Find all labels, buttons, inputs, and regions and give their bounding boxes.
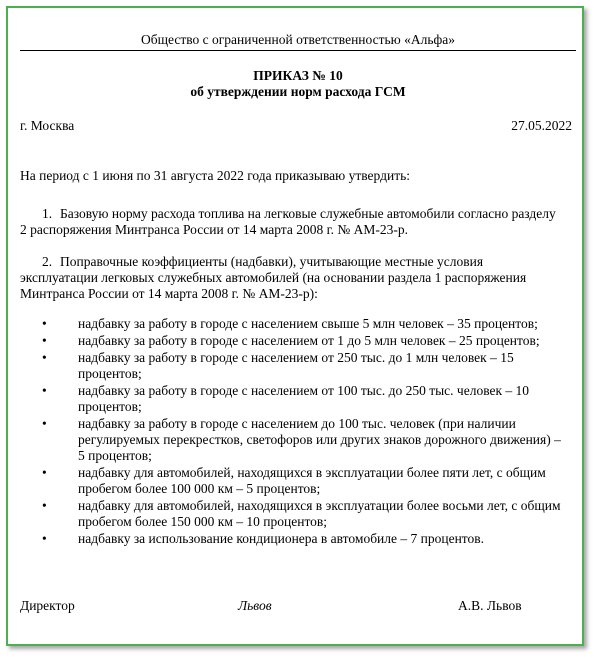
bullet-icon: • bbox=[42, 333, 47, 348]
list-item bbox=[20, 350, 566, 382]
handwritten-signature: Львов bbox=[238, 598, 272, 613]
order-intro: На период с 1 июня по 31 августа 2022 года приказываю утвердить: bbox=[20, 168, 411, 183]
list-item bbox=[20, 498, 566, 530]
document-frame bbox=[6, 6, 584, 646]
signature-block bbox=[20, 598, 522, 614]
organization-name: Общество с ограниченной ответственностью «Альфа» bbox=[141, 32, 455, 47]
order-item-number: 1. bbox=[42, 206, 53, 221]
order-item-number: 2. bbox=[42, 254, 53, 269]
list-item bbox=[20, 416, 566, 464]
list-item bbox=[20, 333, 566, 349]
order-city: г. Москва bbox=[20, 118, 75, 133]
list-item bbox=[20, 465, 566, 497]
order-title-block bbox=[20, 68, 576, 100]
order-item-2 bbox=[20, 254, 562, 302]
list-item-text: надбавку за использование кондиционера в автомобиле – 7 процентов. bbox=[78, 531, 485, 546]
signatory-role: Директор bbox=[20, 598, 75, 613]
list-item-text: надбавку за работу в городе с населением от 100 тыс. до 250 тыс. человек – 10 процентов; bbox=[78, 383, 530, 414]
bullet-icon: • bbox=[42, 498, 47, 513]
bullet-icon: • bbox=[42, 383, 47, 398]
list-item bbox=[20, 531, 566, 547]
bullet-icon: • bbox=[42, 531, 47, 546]
order-meta bbox=[20, 118, 572, 134]
list-item-text: надбавку за работу в городе с населением от 250 тыс. до 1 млн человек – 15 процентов; bbox=[78, 350, 514, 381]
header-divider bbox=[20, 50, 576, 51]
list-item-text: надбавку за работу в городе с населением от 1 до 5 млн человек – 25 процентов; bbox=[78, 333, 540, 348]
list-item-text: надбавку за работу в городе с населением до 100 тыс. человек (при наличии регулируемых перекрестков, светофоров или других знаков дорожного движения) – 5 процентов; bbox=[78, 416, 561, 463]
order-date: 27.05.2022 bbox=[511, 118, 572, 133]
order-item-1 bbox=[20, 206, 562, 238]
signatory-name: А.В. Львов bbox=[458, 598, 522, 613]
allowance-list bbox=[20, 316, 566, 548]
list-item-text: надбавку для автомобилей, находящихся в эксплуатации более пяти лет, с общим пробегом более 100 000 км – 5 процентов; bbox=[78, 465, 546, 496]
order-item-text: Базовую норму расхода топлива на легковые служебные автомобили согласно разделу 2 распоряжения Минтранса России от 14 марта 2008 г. № АМ-23-р. bbox=[20, 206, 556, 237]
order-title: ПРИКАЗ № 10 bbox=[253, 68, 343, 83]
list-item-text: надбавку за работу в городе с населением свыше 5 млн человек – 35 процентов; bbox=[78, 316, 538, 331]
order-document bbox=[8, 8, 582, 644]
bullet-icon: • bbox=[42, 316, 47, 331]
bullet-icon: • bbox=[42, 465, 47, 480]
order-subject: об утверждении норм расхода ГСМ bbox=[190, 84, 406, 99]
list-item-text: надбавку для автомобилей, находящихся в эксплуатации более восьми лет, с общим пробегом более 150 000 км – 10 процентов; bbox=[78, 498, 561, 529]
bullet-icon: • bbox=[42, 350, 47, 365]
list-item bbox=[20, 383, 566, 415]
bullet-icon: • bbox=[42, 416, 47, 431]
order-item-text: Поправочные коэффициенты (надбавки), учитывающие местные условия эксплуатации легковых служебных автомобилей (на основании раздела 1 распоряжения Минтранса России от 14 марта 2008 г. № АМ-23-р): bbox=[20, 254, 527, 301]
list-item bbox=[20, 316, 566, 332]
